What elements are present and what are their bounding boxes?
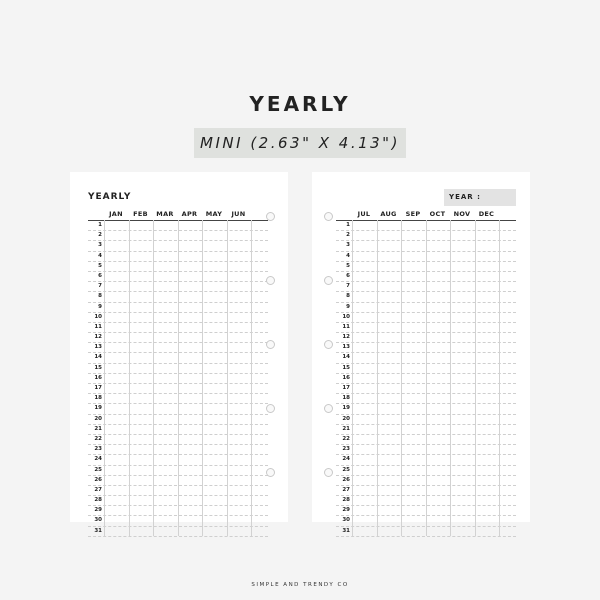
day-number: 29 (342, 507, 350, 514)
day-number: 5 (346, 262, 350, 269)
day-number: 17 (94, 385, 102, 391)
ring-hole-icon (324, 212, 333, 221)
column-divider (153, 220, 154, 536)
day-number: 9 (346, 303, 350, 310)
day-number: 30 (342, 517, 350, 524)
day-number: 10 (94, 313, 102, 320)
day-number: 26 (94, 476, 102, 483)
month-label: NOV (453, 210, 471, 218)
ring-hole-icon (266, 212, 275, 221)
day-number: 3 (98, 242, 102, 249)
month-label: MAY (205, 210, 223, 218)
day-number: 31 (94, 527, 102, 534)
column-divider (499, 220, 500, 536)
column-divider (401, 220, 402, 536)
ring-hole-icon (266, 276, 275, 285)
day-number: 8 (98, 293, 102, 300)
year-field[interactable]: YEAR : (444, 189, 516, 206)
day-number: 2 (346, 232, 350, 239)
page-title: YEARLY (249, 92, 351, 116)
day-number: 23 (94, 446, 102, 453)
day-number: 25 (342, 466, 350, 473)
month-label: OCT (429, 210, 446, 218)
ring-hole-icon (324, 276, 333, 285)
day-number: 11 (94, 323, 102, 330)
month-label: MAR (156, 210, 174, 218)
left-page-title: YEARLY (88, 192, 132, 202)
day-number: 3 (346, 242, 350, 249)
day-number: 20 (342, 415, 350, 422)
size-subtitle: MINI (2.63" X 4.13") (194, 128, 406, 158)
column-divider (227, 220, 228, 536)
day-number: 27 (342, 486, 350, 493)
day-number: 31 (342, 527, 350, 534)
day-number: 18 (342, 395, 350, 402)
day-number: 28 (342, 497, 350, 504)
day-number: 1 (346, 222, 350, 228)
column-divider (129, 220, 130, 536)
day-number: 4 (98, 252, 102, 259)
day-number: 24 (342, 456, 350, 463)
ring-hole-icon (324, 404, 333, 413)
column-divider (377, 220, 378, 536)
day-number: 20 (94, 415, 102, 422)
day-number: 19 (94, 405, 102, 412)
day-number: 22 (94, 435, 102, 442)
day-number: 15 (94, 364, 102, 371)
day-number: 19 (342, 405, 350, 412)
day-number: 2 (98, 232, 102, 239)
day-number: 14 (94, 354, 102, 361)
day-number: 4 (346, 252, 350, 259)
day-number: 6 (98, 272, 102, 279)
ring-hole-icon (266, 404, 275, 413)
day-number: 16 (94, 374, 102, 381)
day-number: 14 (342, 354, 350, 361)
day-number: 27 (94, 486, 102, 493)
day-number: 8 (346, 293, 350, 300)
day-number: 26 (342, 476, 350, 483)
month-label: JAN (109, 210, 123, 218)
ring-hole-icon (266, 340, 275, 349)
left-planner-page (70, 172, 288, 534)
column-divider (426, 220, 427, 536)
column-divider (178, 220, 179, 536)
column-divider (202, 220, 203, 536)
day-number: 1 (98, 222, 102, 228)
day-number: 12 (94, 334, 102, 341)
day-number: 30 (94, 517, 102, 524)
day-number: 25 (94, 466, 102, 473)
day-number: 15 (342, 364, 350, 371)
day-number: 23 (342, 446, 350, 453)
column-divider (251, 220, 252, 536)
day-number: 5 (98, 262, 102, 269)
day-number: 10 (342, 313, 350, 320)
month-label: FEB (133, 210, 148, 218)
ring-hole-icon (266, 468, 275, 477)
day-number: 24 (94, 456, 102, 463)
column-divider (450, 220, 451, 536)
right-calendar-grid (336, 210, 516, 537)
day-number: 21 (342, 425, 350, 432)
day-number: 7 (346, 283, 350, 290)
month-label: SEP (405, 210, 421, 218)
month-label: JUN (231, 210, 246, 218)
ring-hole-icon (324, 340, 333, 349)
ring-hole-icon (324, 468, 333, 477)
left-calendar-grid (88, 210, 268, 537)
day-number: 18 (94, 395, 102, 402)
day-number: 11 (342, 323, 350, 330)
day-number: 29 (94, 507, 102, 514)
month-label: JUL (357, 210, 371, 218)
column-divider (104, 220, 105, 536)
day-number: 13 (94, 344, 102, 351)
month-label: DEC (478, 210, 495, 218)
brand-footer: SIMPLE AND TRENDY CO (251, 582, 349, 588)
day-number: 16 (342, 374, 350, 381)
day-number: 28 (94, 497, 102, 504)
right-planner-page (312, 172, 530, 534)
column-divider (352, 220, 353, 536)
day-number: 21 (94, 425, 102, 432)
column-divider (475, 220, 476, 536)
month-label: APR (181, 210, 198, 218)
day-number: 13 (342, 344, 350, 351)
day-number: 9 (98, 303, 102, 310)
day-number: 22 (342, 435, 350, 442)
day-number: 17 (342, 385, 350, 391)
month-label: AUG (380, 210, 397, 218)
day-number: 7 (98, 283, 102, 290)
day-number: 6 (346, 272, 350, 279)
day-number: 12 (342, 334, 350, 341)
